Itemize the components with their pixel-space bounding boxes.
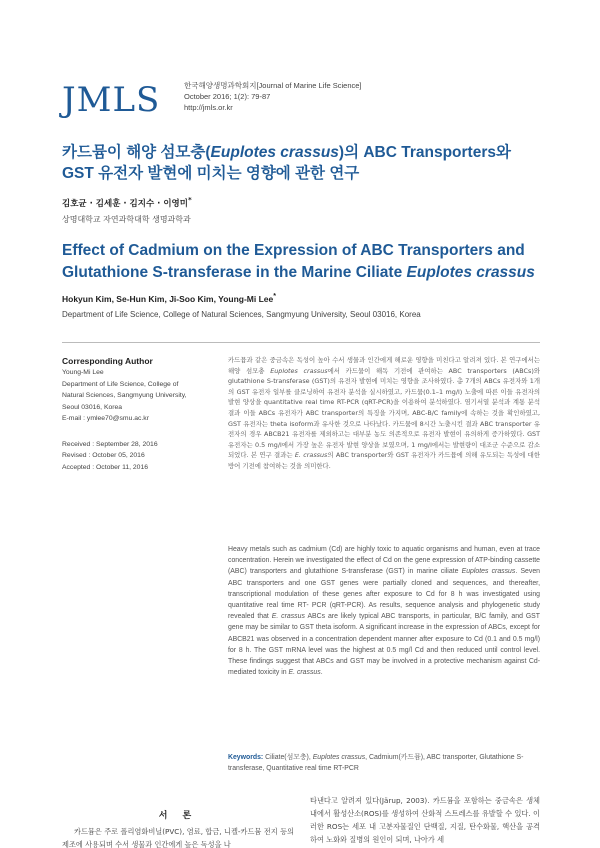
corresponding-email[interactable]: E-mail : ymlee70@smu.ac.kr [62,415,149,422]
authors-korean: 김호균 · 김세훈 · 김지수 · 이영미* [62,195,192,209]
corresponding-mark: * [187,195,192,204]
journal-header [62,78,542,128]
corresponding-heading: Corresponding Author [62,356,153,366]
affiliation-english: Department of Life Science, College of Natural Sciences, Sangmyung University, Seoul 03016, Korea [62,310,421,319]
corresponding-dept: Department of Life Science, College of [62,380,179,388]
abstract-korean: 카드뮴과 같은 중금속은 독성이 높아 수서 생물과 인간에게 해로운 영향을 미친다고 알려져 있다. 본 연구에서는 해양 섬모충 Euplotes crassus에서 카드뮴이 해독 기전에 관여하는 ABC transporters (ABCs)와 glutathione S-transferase (GST)의 유전자 발현에 미치는 영향을 조사하였다. 총 7개의 ABCs 유전자와 1개의 GST 유전자 일부를 클로닝하여 유전자 분석을 실시하였고, 카드뮴(0.1–1 mg/l) 노출에 따른 이들 유전자의 발현 양상을 quantitative real time RT-PCR (qRT-PCR)을 이용하여 분석하였다. 염기서열 분석과 계통 분석 결과 이들 ABCs 유전자가 ABC transporter의 특징을 가지며, ABC-B/C family에 속하는 것을 확인하였고, GST 유전자는 theta isoform과 유사한 것으로 나타났다. 카드뮴에 8시간 노출시킨 결과 ABC transporter 유전자의 경우 ABCB21 유전자를 제외하고는 대부분 농도 의존적으로 유전자 발현이 유의하게 증가하였다. GST 유전자는 0.5 mg/l에서 가장 높은 유전자 발현 양상을 보였으며, 1 mg/l에서는 발현량이 대조군 수준으로 감소되었다. 본 연구 결과는 E. crassus의 ABC transporter와 GST 유전자가 카드뮴에 의해 유도되는 독성에 대한 방어 기전에 참여하는 것을 의미한다. [228,356,541,470]
title-english: Effect of Cadmium on the Expression of ABC Transporters and Glutathione S-transferase in the Marine Ciliate Euplotes crassus [62,242,535,281]
received-date: Received : September 28, 2016 [62,440,158,448]
journal-info [184,80,362,113]
corresponding-city: Seoul 03016, Korea [62,403,123,411]
affiliation-korean: 상명대학교 자연과학대학 생명과학과 [62,215,191,224]
body-text-right: 타낸다고 알려져 있다(Järup, 2003). 카드뮴을 포함하는 중금속은 생체 내에서 활성산소(ROS)를 생성하여 산화적 스트레스를 유발할 수 있다. 이러한 ROS는 세포 내 고분자물질인 단백질, 지질, 탄수화물, 핵산을 공격하여 노화와 질병의 원인이 되며, 나아가 세 [310,796,540,844]
keywords-label: Keywords: [228,754,264,761]
authors-english: Hokyun Kim, Se-Hun Kim, Ji-Soo Kim, Young-Mi Lee* [62,292,277,304]
journal-url[interactable]: http://jmls.or.kr [184,103,233,112]
abstract-english: Heavy metals such as cadmium (Cd) are highly toxic to aquatic organisms and human, even at trace concentration. Herein we investigated the effect of Cd on the gene expression of ATP-binding cassette (ABC) transporters and glutathione S-transferase (GST) in marine ciliate Euplotes crassus. Seven ABC transporters and one GST genes were partially cloned and sequences, and thereafter, transcriptional modulation of these genes after exposure to Cd for 8 h was investigated using quantitative real time RT- PCR (qRT-PCR). As results, sequence analysis and phylogenetic study revealed that E. crassus ABCs are likely typical ABC transports, in particular, B/C family, and GST gene may be similar to GST theta isoform. A significant increase in the expression of ABCs, except for ABCB21 was observed in a concentration dependent manner after exposure to Cd (0.1 and 0.5 mg/l) for 8 h. The GST mRNA level was the highest at 0.5 mg/l Cd and then reduced until control level. These findings suggest that ABCs and GST may be involved in a protective mechanism against Cd-mediated toxicity in E. crassus. [228,546,540,677]
revised-date: Revised : October 05, 2016 [62,452,145,459]
section-divider [62,342,540,343]
corresponding-college: Natural Sciences, Sangmyung University, [62,392,187,399]
corresponding-author-box [62,356,212,473]
journal-logo: JMLS [62,80,161,120]
section-title-introduction: 서 론 [158,811,198,821]
journal-name: 한국해양생명과학회지[Journal of Marine Life Science] [184,81,362,90]
keywords: Keywords: Ciliate(섬모충), Euplotes crassus, Cadmium(카드뮴), ABC transporter, Glutathione S-transferase, Quantitative real time RT-PCR [228,754,524,773]
journal-issue: October 2016; 1(2): 79-87 [184,92,271,101]
article-dates [62,439,212,474]
corresponding-mark: * [273,292,277,300]
corresponding-name: Young-Mi Lee [62,369,104,376]
body-text-left: 카드뮴은 주로 폴리염화비닐(PVC), 염료, 합금, 니켈-카드뮴 전지 등의 제조에 사용되며 수서 생물과 인간에게 높은 독성을 나 [62,827,294,848]
accepted-date: Accepted : October 11, 2016 [62,463,149,471]
species-name: Euplotes crassus [210,144,339,161]
species-name: Euplotes crassus [406,264,535,281]
title-korean: 카드뮴이 해양 섬모충(Euplotes crassus)의 ABC Transporters와 GST 유전자 발현에 미치는 영향에 관한 연구 [62,144,511,182]
